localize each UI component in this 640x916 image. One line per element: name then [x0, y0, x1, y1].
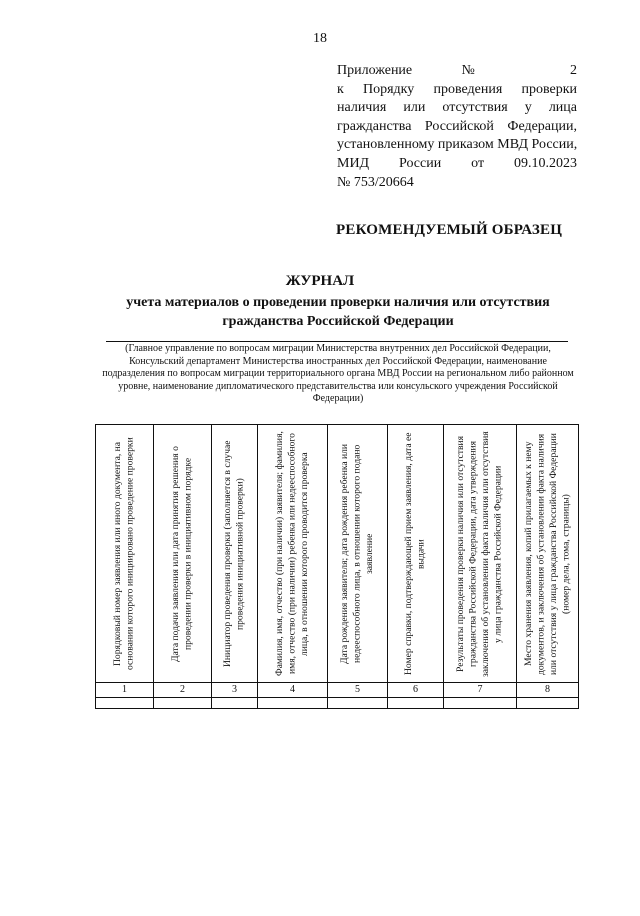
- empty-cell: [328, 698, 388, 709]
- empty-cell: [517, 698, 579, 709]
- column-header: Место хранения заявления, копий прилагаемых к нему документов, и заключения об установлении факта наличия или отсутствия у лица гражданства Российской Федерации (номер дела, тома, страницы): [517, 425, 579, 683]
- column-header: Фамилия, имя, отчество (при наличии) заявителя; фамилия, имя, отчество (при наличии) ребенка или недееспособного лица, в отношении которого проводится проверка: [258, 425, 328, 683]
- column-header: Дата подачи заявления или дата принятия решения о проведении проверки в инициативном порядке: [154, 425, 212, 683]
- column-number: 1: [96, 683, 154, 698]
- empty-cell: [444, 698, 517, 709]
- empty-cell: [212, 698, 258, 709]
- column-header: Инициатор проведения проверки (заполняется в случае проведения инициативной проверки): [212, 425, 258, 683]
- sample-heading: РЕКОМЕНДУЕМЫЙ ОБРАЗЕЦ: [336, 222, 563, 238]
- column-number: 3: [212, 683, 258, 698]
- column-number: 8: [517, 683, 579, 698]
- empty-row: [96, 698, 579, 709]
- column-number-row: [96, 683, 579, 698]
- register-table: [95, 424, 579, 709]
- column-header: Дата рождения заявителя; дата рождения ребенка или недееспособного лица, в отношении которого подано заявление: [328, 425, 388, 683]
- column-number: 4: [258, 683, 328, 698]
- table-header-row: [96, 425, 579, 683]
- empty-cell: [96, 698, 154, 709]
- column-header: Результаты проведения проверки наличия или отсутствия гражданства Российской Федерации, дата утверждения заключения об установлении факта наличия или отсутствия у лица гражданства Российской Федерации: [444, 425, 517, 683]
- column-number: 5: [328, 683, 388, 698]
- journal-subtitle: учета материалов о проведении проверки наличия или отсутствия гражданства Российской Федерации: [126, 295, 550, 329]
- column-number: 6: [388, 683, 444, 698]
- appendix-line: к Порядку проведения проверки: [337, 81, 577, 97]
- appendix-block: [337, 62, 577, 192]
- empty-cell: [258, 698, 328, 709]
- appendix-line: № 753/20664: [337, 174, 414, 190]
- appendix-line: Приложение № 2: [337, 63, 577, 78]
- journal-title: ЖУРНАЛ: [285, 273, 355, 289]
- column-header: Порядковый номер заявления или иного документа, на основании которого инициировано проведение проверки: [96, 425, 154, 683]
- authority-rule: [106, 341, 568, 342]
- empty-cell: [154, 698, 212, 709]
- appendix-line: гражданства Российской Федерации,: [337, 118, 577, 134]
- appendix-line: наличия или отсутствия у лица: [337, 100, 577, 116]
- appendix-line: МИД России от 09.10.2023: [337, 155, 577, 171]
- page-number: 18: [313, 31, 327, 46]
- appendix-line: установленному приказом МВД России,: [337, 137, 578, 153]
- authority-note: (Главное управление по вопросам миграции Министерства внутренних дел Российской Федерации, Консульский департамент Министерства иностранных дел Российской Федерации, наименование подразделения по вопросам миграции территориального органа МВД России на региональном либо районном уровне, наименование дипломатического представительства или консульского учреждения Российской Федерации): [102, 343, 574, 405]
- column-number: 7: [444, 683, 517, 698]
- empty-cell: [388, 698, 444, 709]
- column-number: 2: [154, 683, 212, 698]
- column-header: Номер справки, подтверждающей прием заявления, дата ее выдачи: [388, 425, 444, 683]
